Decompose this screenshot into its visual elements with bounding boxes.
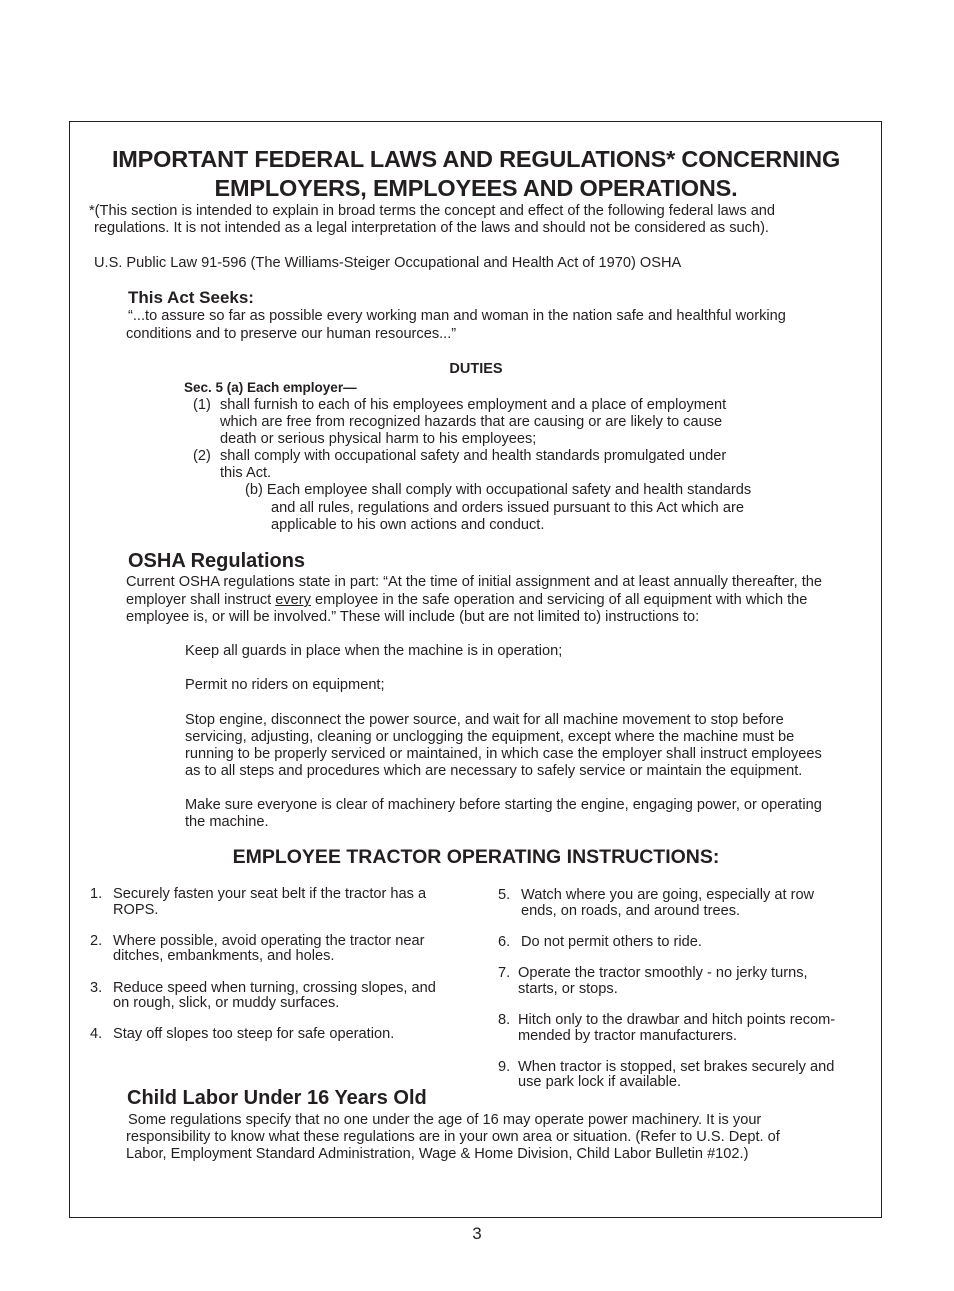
osha-instruction-4-line-2: the machine.	[185, 814, 269, 830]
duty-1-number: (1)	[193, 397, 211, 413]
duty-b-line-1: (b) Each employee shall comply with occupational safety and health standards	[245, 482, 752, 498]
child-labor-heading: Child Labor Under 16 Years Old	[127, 1087, 427, 1109]
osha-instruction-3-line-1: Stop engine, disconnect the power source, and wait for all machine movement to stop before	[185, 712, 784, 728]
osha-instruction-3-line-2: servicing, adjusting, cleaning or unclogging the equipment, except where the machine must be	[185, 729, 795, 745]
tractor-instructions-heading: EMPLOYEE TRACTOR OPERATING INSTRUCTIONS:	[232, 846, 720, 868]
osha-regulations-heading: OSHA Regulations	[128, 550, 306, 572]
tractor-item-3-number: 3.	[90, 980, 103, 996]
duties-section-label: Sec. 5 (a) Each employer—	[184, 380, 357, 395]
duty-1-line-3: death or serious physical harm to his employees;	[220, 431, 537, 447]
duty-b-line-2: and all rules, regulations and orders issued pursuant to this Act which are	[271, 500, 744, 516]
duty-2-number: (2)	[193, 448, 211, 464]
tractor-item-1-line-2: ROPS.	[113, 902, 159, 918]
disclaimer-line-1: *(This section is intended to explain in broad terms the concept and effect of the following federal laws and	[89, 203, 776, 219]
osha-instruction-2: Permit no riders on equipment;	[185, 677, 385, 693]
tractor-item-2-number: 2.	[90, 933, 103, 949]
tractor-item-5-number: 5.	[498, 887, 511, 903]
osha-text-line-3: employee is, or will be involved.” These will include (but are not limited to) instructions to:	[126, 609, 700, 625]
act-seeks-heading: This Act Seeks:	[128, 288, 254, 307]
duty-1-line-2: which are free from recognized hazards that are causing or are likely to cause	[220, 414, 723, 430]
tractor-item-7-number: 7.	[498, 965, 511, 981]
page-title-line-2: EMPLOYERS, EMPLOYEES AND OPERATIONS.	[214, 175, 738, 201]
tractor-item-4-line-1: Stay off slopes too steep for safe operation.	[113, 1026, 395, 1042]
page-title-line-1: IMPORTANT FEDERAL LAWS AND REGULATIONS* CONCERNING	[111, 146, 841, 172]
tractor-item-5-line-2: ends, on roads, and around trees.	[521, 903, 741, 919]
tractor-item-5-line-1: Watch where you are going, especially at row	[521, 887, 815, 903]
tractor-item-2-line-1: Where possible, avoid operating the tractor near	[113, 933, 425, 949]
tractor-item-3-line-1: Reduce speed when turning, crossing slopes, and	[113, 980, 436, 996]
disclaimer-line-2: regulations. It is not intended as a legal interpretation of the laws and should not be considered as such).	[94, 220, 769, 236]
osha-instruction-1: Keep all guards in place when the machine is in operation;	[185, 643, 563, 659]
tractor-item-9-line-1: When tractor is stopped, set brakes securely and	[518, 1059, 835, 1075]
duties-heading: DUTIES	[449, 361, 503, 377]
act-seeks-quote-line-1: “...to assure so far as possible every working man and woman in the nation safe and healthful working	[128, 308, 786, 324]
tractor-item-6-number: 6.	[498, 934, 511, 950]
child-labor-line-2: responsibility to know what these regulations are in your own area or situation. (Refer to U.S. Dept. of	[126, 1129, 780, 1145]
tractor-item-8-line-1: Hitch only to the drawbar and hitch points recom-	[518, 1012, 836, 1028]
duty-2-line-2: this Act.	[220, 465, 272, 481]
tractor-item-7-line-2: starts, or stops.	[518, 981, 618, 997]
osha-text-line-2: employer shall instruct every employee in the safe operation and servicing of all equipment with which the	[126, 592, 808, 608]
tractor-item-9-line-2: use park lock if available.	[518, 1074, 682, 1090]
child-labor-line-1: Some regulations specify that no one under the age of 16 may operate power machinery. It is your	[128, 1112, 762, 1128]
duty-b-line-3: applicable to his own actions and conduct.	[271, 517, 545, 533]
tractor-item-1-line-1: Securely fasten your seat belt if the tractor has a	[113, 886, 427, 902]
act-seeks-quote-line-2: conditions and to preserve our human resources...”	[126, 326, 457, 342]
osha-text-line-1: Current OSHA regulations state in part: “At the time of initial assignment and at least annually thereafter, the	[126, 574, 823, 590]
duty-2-line-1: shall comply with occupational safety and health standards promulgated under	[220, 448, 727, 464]
page-number: 3	[472, 1224, 482, 1243]
osha-instruction-3-line-3: running to be properly serviced or maintained, in which case the employer shall instruct employees	[185, 746, 822, 762]
content-border-box	[69, 121, 882, 1218]
tractor-item-8-number: 8.	[498, 1012, 511, 1028]
underlined-every: every	[275, 592, 311, 608]
osha-instruction-3-line-4: as to all steps and procedures which are necessary to safely service or maintain the equipment.	[185, 763, 803, 779]
tractor-item-8-line-2: mended by tractor manufacturers.	[518, 1028, 738, 1044]
child-labor-line-3: Labor, Employment Standard Administration, Wage & Home Division, Child Labor Bulletin #102.)	[126, 1146, 749, 1162]
tractor-item-3-line-2: on rough, slick, or muddy surfaces.	[113, 995, 340, 1011]
tractor-item-7-line-1: Operate the tractor smoothly - no jerky turns,	[518, 965, 808, 981]
tractor-item-2-line-2: ditches, embankments, and holes.	[113, 948, 335, 964]
tractor-item-4-number: 4.	[90, 1026, 103, 1042]
tractor-item-1-number: 1.	[90, 886, 103, 902]
public-law-reference: U.S. Public Law 91-596 (The Williams-Steiger Occupational and Health Act of 1970) OSHA	[94, 255, 682, 271]
tractor-item-6-line-1: Do not permit others to ride.	[521, 934, 702, 950]
duty-1-line-1: shall furnish to each of his employees employment and a place of employment	[220, 397, 727, 413]
tractor-item-9-number: 9.	[498, 1059, 511, 1075]
osha-instruction-4-line-1: Make sure everyone is clear of machinery before starting the engine, engaging power, or operating	[185, 797, 822, 813]
